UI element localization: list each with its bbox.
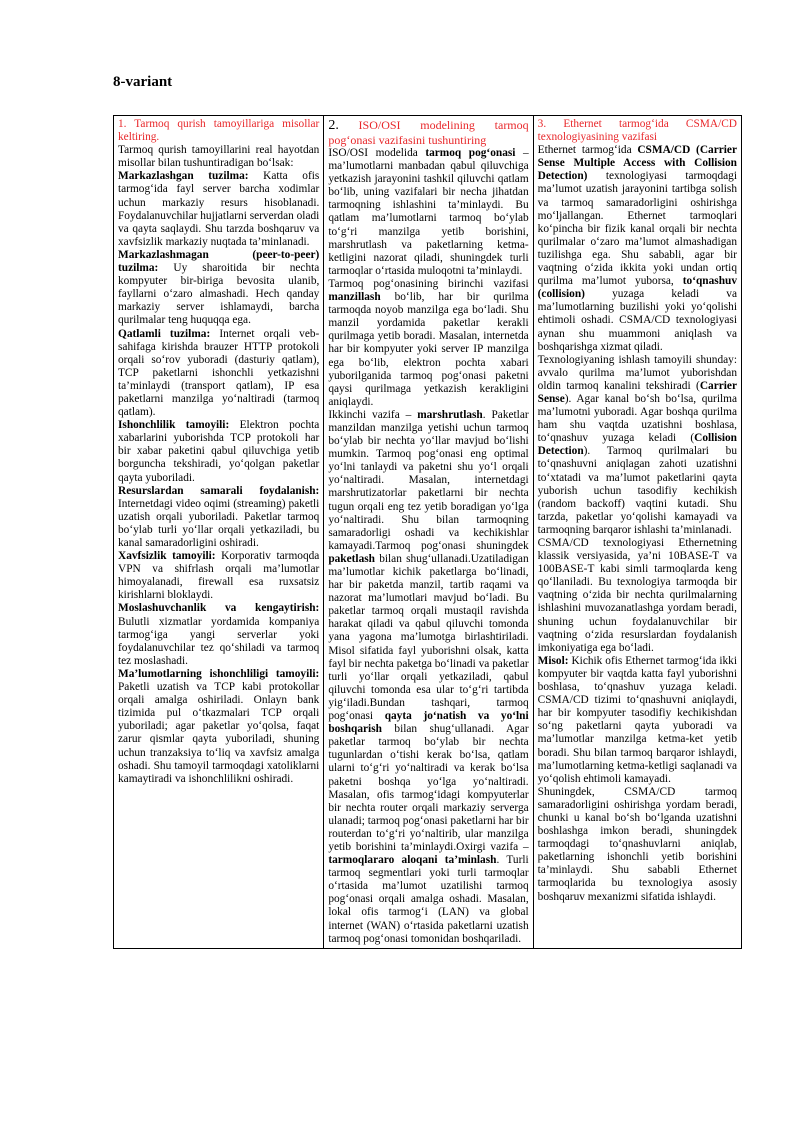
question-3-answer bbox=[538, 144, 737, 903]
question-2-answer bbox=[328, 147, 528, 946]
paragraph-text: Uy sharoitida bir nechta kompyuter bir-biriga bevosita ulanib, fayllarni o‘zaro almashadi. Hech qanday markaziy server ishlamaydi, barcha qurilmalar teng huquqqa ega. bbox=[118, 262, 320, 327]
paragraph-text: Bulutli xizmatlar yordamida kompaniya tarmog‘iga yangi serverlar yoki foydalanuvchilar tez qo‘shiladi va tarmoq tez moslashadi. bbox=[118, 615, 320, 667]
paragraph-text: Tarmoq qurish tamoyillarini real hayotdan misollar bilan tushuntiradigan bo‘lsak: bbox=[118, 144, 320, 170]
paragraph bbox=[118, 170, 319, 249]
paragraph bbox=[118, 419, 319, 484]
column-1 bbox=[114, 116, 324, 949]
table-row bbox=[114, 116, 742, 949]
paragraph-lead: Ishonchlilik tamoyili: bbox=[118, 419, 230, 432]
paragraph: Shuningdek, CSMA/CD tarmoq samaradorligini oshirishga yordam beradi, chunki u kanal bo‘sh bo‘lganda uzatishni boshlashga imkon beradi, shuningdek tarmoqdagi to‘qnashuvlarni aniqlab, paketlarning ishonchli yetib borishini ta’minlaydi. Shu sababli Ethernet tarmoqlarida bu texnologiya asosiy boshqaruv mexanizmi sifatida ishlaydi. bbox=[537, 785, 737, 903]
question-1-heading: 1. Tarmoq qurish tamoyillariga misollar keltiring. bbox=[118, 118, 320, 144]
paragraph bbox=[118, 249, 319, 328]
paragraph-lead: Markazlashmagan (peer-to-peer) tuzilma: bbox=[118, 248, 320, 275]
page-title: 8-variant bbox=[113, 74, 173, 90]
paragraph-lead: Qatlamli tuzilma: bbox=[118, 327, 211, 340]
paragraph: Misol: Kichik ofis Ethernet tarmog‘ida ikki kompyuter bir vaqtda katta fayl yuborishni boshlasa, to‘qnashuv yuzaga keladi. CSMA/CD tizimi to‘qnashuvni aniqlaydi, har bir kompyuter tasodifiy kechikishdan so‘ng paketlarni qayta yuboradi va ma’lumotlar manzilga ketma-ket yetib boradi. Shu bilan tarmoq barqaror ishlaydi, ma’lumotlarning ketma-ketligi saqlanadi va yo‘qolish ehtimoli kamayadi. bbox=[537, 654, 737, 785]
paragraph bbox=[118, 485, 319, 550]
paragraph: Tarmoq pog‘onasining birinchi vazifasi manzillash bo‘lib, har bir qurilma tarmoqda noyob manzilga ega bo‘ladi. Shu manzil yordamida paketlar kerakli qurilmaga yetib boradi. Masalan, internetda har bir kompyuter yoki server IP manzilga ega bo‘lib, elektron pochta xabari yuborilganida tarmoq pog‘onasi paketni qaysi qurilmaga yetkazish kerakligini aniqlaydi. bbox=[328, 277, 529, 408]
paragraph-text: Katta ofis tarmog‘ida fayl server barcha xodimlar uchun markaziy resurs hisoblanadi. Foydalanuvchilar hujjatlarni serverdan oladi va qayta saqlaydi. Shu tarzda boshqaruv va xavfsizlik markaziy nuqtada ta’minlanadi. bbox=[118, 170, 320, 248]
column-3 bbox=[533, 116, 741, 949]
question-2-title: ISO/OSI modelining tarmoq pog‘onasi vazifasini tushuntiring bbox=[328, 118, 529, 147]
paragraph-lead: Moslashuvchanlik va kengaytirish: bbox=[118, 602, 320, 615]
paragraph-lead: Xavfsizlik tamoyili: bbox=[118, 550, 216, 563]
paragraph-text: Paketli uzatish va TCP kabi protokollar orqali amalga oshiriladi. Onlayn bank tizimida pul o‘tkazmalari TCP orqali yuboriladi; agar paketlar yo‘qolsa, faqat zarur qismlar qayta yuboriladi, shuning uchun tranzaksiya to‘liq va xavfsiz amalga oshadi. Shu tamoyil tarmoqdagi xatoliklarni kamaytiradi va ishonchlilikni oshiradi. bbox=[118, 681, 320, 785]
question-1-answer bbox=[118, 144, 319, 786]
paragraph: Texnologiyaning ishlash tamoyili shunday: avvalo qurilma ma’lumot yuborishdan oldin tarmoq kanalini tekshiradi (Carrier Sense). Agar kanal bo‘sh bo‘lsa, qurilma ma’lumotni yuboradi. Agar boshqa qurilma ham shu vaqtda uzatishni boshlasa, to‘qnashuv yuzaga keladi (Collision Detection). Tarmoq qurilmalari bu to‘qnashuvni aniqlagan zahoti uzatishni to‘xtatadi va ma’lumot paketlarini qayta yuborish uchun tasodifiy kechikish (random backoff) vaqtini kutadi. Shu tarzda, paketlar yo‘qolishi kamayadi va tarmoqning barqaror ishlashi ta’minlanadi. bbox=[537, 353, 737, 536]
paragraph bbox=[118, 328, 319, 420]
paragraph: Ikkinchi vazifa – marshrutlash. Paketlar manzildan manzilga yetishi uchun tarmoq bo‘ylab bir nechta yo‘llar mavjud bo‘lishi mumkin. Tarmoq pog‘onasi eng optimal yo‘lni tanlaydi va paketni shu yo‘l orqali yo‘naltiradi. Masalan, internetdagi marshrutizatorlar paketlarni bir nechta tugun orqali eng tez yetib boradigan yo‘lga yo‘naltiradi. Shu bilan tarmoqning samaradorligi oshadi va kechikishlar kamayadi.Tarmoq pog‘onasi shuningdek paketlash bilan shug‘ullanadi.Uzatiladigan ma’lumotlar kichik paketlarga bo‘linadi, har bir paketda manzil, tartib raqami va nazorat ma’lumotlari mavjud bo‘ladi. Bu paketlar tarmoq orqali mustaqil ravishda harakat qiladi va qabul qiluvchi tomonda yana yagona ma’lumotga birlashtiriladi. Misol sifatida fayl yuborishni olsak, katta fayl bir nechta paketga bo‘linadi va paketlar turli yo‘llar orqali yetkaziladi, qabul qiluvchi tomonda esa ular to‘g‘ri tartibda yig‘iladi.Bundan tashqari, tarmoq pog‘onasi qayta jo‘natish va yo‘lni boshqarish bilan shug‘ullanadi. Agar paketlar tarmoq bo‘ylab bir nechta tugunlardan o‘tishi kerak bo‘lsa, qatlam ularni to‘g‘ri yo‘naltiradi va kerak bo‘lsa paketni boshqa yo‘lga yo‘naltiradi. Masalan, ofis tarmog‘idagi kompyuterlar bir nechta router orqali markaziy serverga ulanadi; tarmoq pog‘onasi paketlarni har bir routerdan to‘g‘ri yo‘naltirib, ular manzilga yetib borishini ta’minlaydi.Oxirgi vazifa – tarmoqlararo aloqani ta’minlash. Turli tarmoq segmentlari yoki turli tarmoqlar o‘rtasida ma’lumot uzatilishi tarmoq pog‘onasi orqali amalga oshadi. Masalan, lokal ofis tarmog‘i (LAN) va global internet (WAN) o‘rtasida paketlarni uzatish tarmoq pog‘onasi tomonidan boshqariladi. bbox=[328, 408, 529, 945]
question-2-heading bbox=[328, 118, 528, 147]
answers-table bbox=[113, 115, 742, 949]
paragraph bbox=[118, 550, 319, 602]
question-2-number: 2. bbox=[328, 118, 339, 133]
paragraph-lead: Markazlashgan tuzilma: bbox=[118, 170, 249, 183]
paragraph-text: Korporativ tarmoqda VPN va shifrlash orqali ma’lumotlar himoyalanadi, firewall esa ruxsatsiz kirishlarni bloklaydi. bbox=[118, 550, 320, 602]
paragraph-text: Internetdagi video oqimi (streaming) paketli uzatish orqali yuboriladi. Paketlar tarmoq bo‘ylab turli yo‘llar orqali yetkaziladi, bu kanal samaradorligini oshiradi. bbox=[118, 497, 320, 549]
paragraph-text: Elektron pochta xabarlarini yuborishda TCP protokoli har bir xabar paketini qabul qiluvchiga yetib borguncha tekshiradi, yo‘qolgan paketlar qayta yuboriladi. bbox=[118, 419, 320, 484]
column-2 bbox=[324, 116, 533, 949]
paragraph-lead: Ma’lumotlarning ishonchliligi tamoyili: bbox=[118, 667, 320, 680]
paragraph-lead: Resurslardan samarali foydalanish: bbox=[118, 484, 320, 497]
paragraph bbox=[118, 668, 319, 786]
paragraph bbox=[118, 144, 319, 170]
question-3-heading: 3. Ethernet tarmog‘ida CSMA/CD texnologiyasining vazifasi bbox=[537, 118, 737, 144]
paragraph: Ethernet tarmog‘ida CSMA/CD (Carrier Sense Multiple Access with Collision Detection) texnologiyasi tarmoqdagi ma’lumot uzatish jarayonini tartibga solish va tarmoq samaradorligini oshirishga mo‘ljallangan. Ethernet tarmoqlari ko‘pincha bir fizik kanal orqali bir nechta qurilmalar o‘zaro ma’lumot almashadigan tuzilishga ega. Shu sababli, agar bir vaqtning o‘zida ikkita yoki undan ortiq qurilma ma’lumot yuborsa, to‘qnashuv (collision) yuzaga keladi va ma’lumotlarning buzilishi yoki yo‘qolishi ehtimoli oshadi. CSMA/CD texnologiyasi aynan shu muammoni aniqlash va boshqarishga xizmat qiladi. bbox=[537, 144, 737, 353]
paragraph-text: Internet orqali veb-sahifaga kirishda brauzer HTTP protokoli orqali so‘rov yuboradi (dasturiy qatlam), TCP paketlarni ishonchli yetkazishni ta’minlaydi (transport qatlam), IP esa paketlarni manzilga yo‘naltiradi (tarmoq qatlam). bbox=[118, 327, 320, 419]
paragraph bbox=[118, 602, 319, 667]
paragraph: CSMA/CD texnologiyasi Ethernetning klassik versiyasida, ya’ni 10BASE-T va 100BASE-T kabi simli tarmoqlarda keng qo‘llaniladi. Bu texnologiya tarmoqda bir vaqtning o‘zida bir nechta qurilmalarning ishlashini muvozanatlashga yordam beradi, shuning uchun foydalanuvchilar bir vaqtning o‘zida resurslardan foydalanish imkoniyatiga ega bo‘ladi. bbox=[537, 537, 737, 654]
paragraph: ISO/OSI modelida tarmoq pog‘onasi – ma’lumotlarni manbadan qabul qiluvchiga yetkazish jarayonini tashkil qiluvchi qatlam bo‘lib, uning vazifalari bir necha jihatdan tarmoqning ishlashini ta’minlaydi. Bu qatlam ma’lumotlarni tarmoq bo‘ylab to‘g‘ri manzilga yetib borishini, marshrutlash va paketlarning ketma-ketligini nazorat qiladi, shuningdek turli tarmoqlar o‘rtasida muloqotni ta’minlaydi. bbox=[328, 147, 529, 277]
